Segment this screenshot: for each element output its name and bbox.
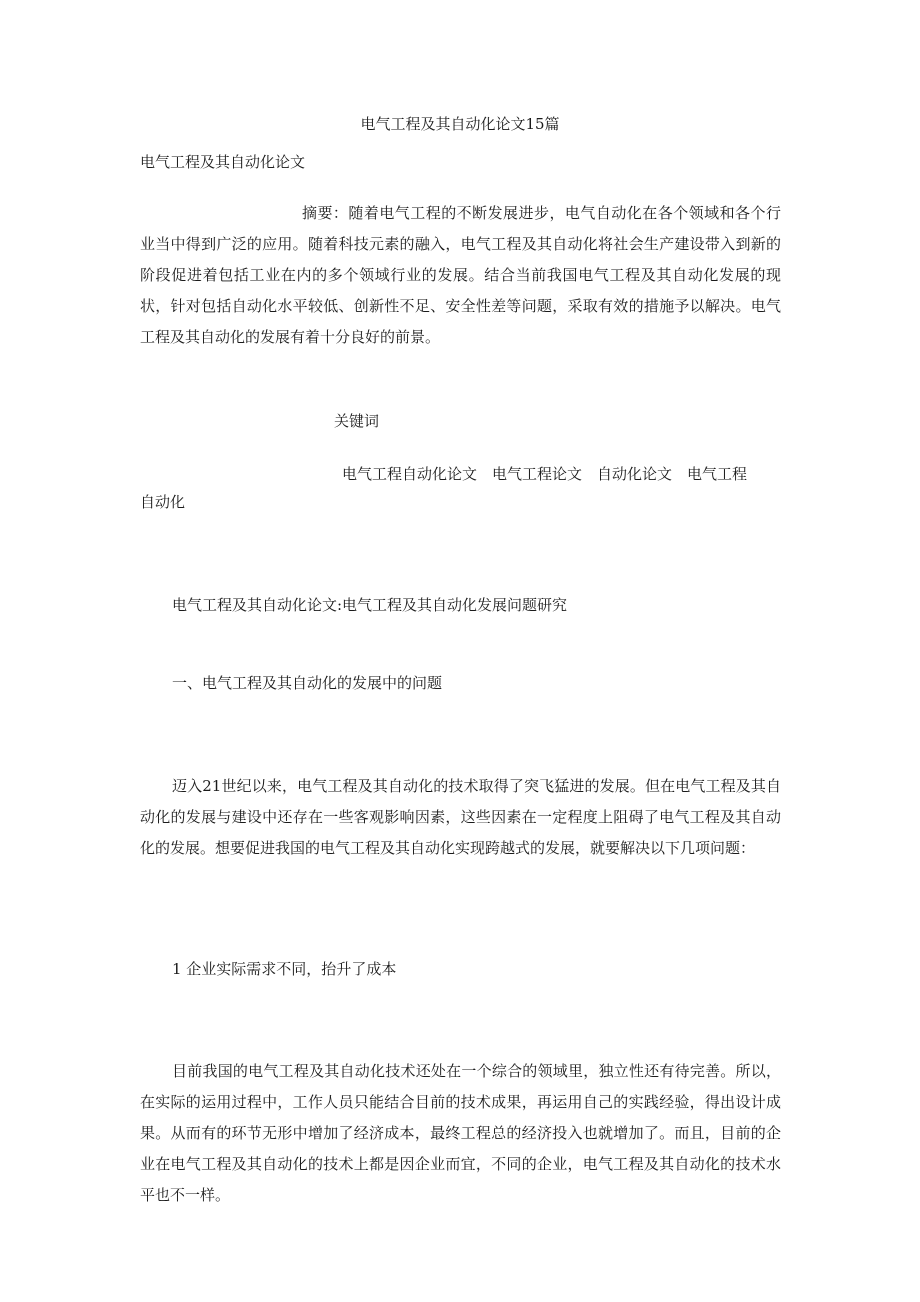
keywords-line-1: 电气工程自动化论文 电气工程论文 自动化论文 电气工程 [342, 465, 748, 483]
keywords-line-2: 自动化 [140, 493, 186, 511]
abstract-paragraph: 摘要：随着电气工程的不断发展进步，电气自动化在各个领域和各个行业当中得到广泛的应用。随着科技元素的融入，电气工程及其自动化将社会生产建设带入到新的阶段促进着包括工业在内的多个领域行业的发展。结合当前我国电气工程及其自动化发展的现状，针对包括自动化水平较低、创新性不足、安全性差等问题，采取有效的措施予以解决。电气工程及其自动化的发展有着十分良好的前景。 [140, 204, 781, 346]
document-title: 电气工程及其自动化论文15篇 [360, 115, 560, 133]
section-title: 电气工程及其自动化论文:电气工程及其自动化发展问题研究 [172, 596, 568, 614]
paragraph-intro: 迈入21世纪以来，电气工程及其自动化的技术取得了突飞猛进的发展。但在电气工程及其自动化的发展与建设中还存在一些客观影响因素，这些因素在一定程度上阻碍了电气工程及其自动化的发展。想要促进我国的电气工程及其自动化实现跨越式的发展，就要解决以下几项问题： [140, 777, 781, 857]
heading-problems: 一、电气工程及其自动化的发展中的问题 [172, 674, 443, 692]
heading-cost: 1 企业实际需求不同，抬升了成本 [172, 960, 397, 978]
paragraph-cost: 目前我国的电气工程及其自动化技术还处在一个综合的领域里，独立性还有待完善。所以，在实际的运用过程中，工作人员只能结合目前的技术成果，再运用自己的实践经验，得出设计成果。从而有的环节无形中增加了经济成本，最终工程总的经济投入也就增加了。而且，目前的企业在电气工程及其自动化的技术上都是因企业而宜，不同的企业，电气工程及其自动化的技术水平也不一样。 [140, 1062, 781, 1204]
keywords-label: 关键词 [334, 412, 380, 430]
document-subtitle: 电气工程及其自动化论文 [140, 153, 306, 171]
